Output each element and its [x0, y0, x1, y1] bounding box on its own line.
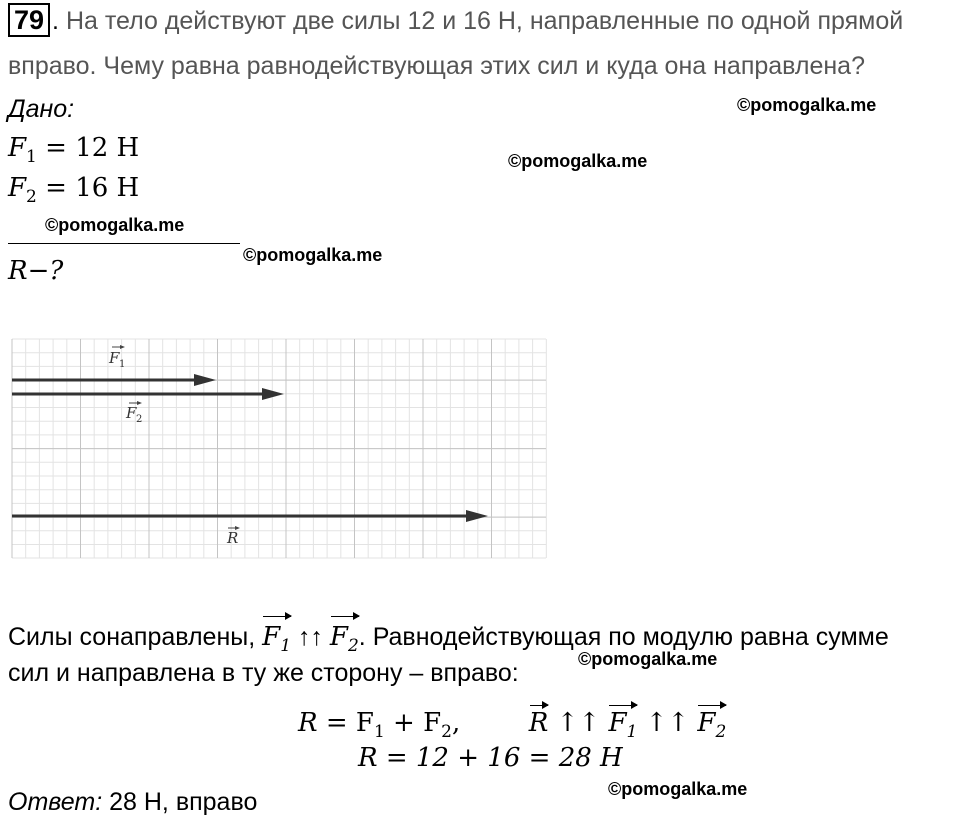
answer-label: Ответ: — [8, 788, 103, 816]
solution-line-1: Силы сонаправлены, $F_1$ ↑↑ $F_2$. Равнодействующая по модулю равна сумме — [8, 613, 889, 665]
svg-text:F: F — [109, 349, 120, 367]
formula-line-1: $R = F_1 + F_2$, R ↑↑ $F_1$ ↑↑ $F_2$ — [298, 702, 726, 742]
given-f2: $F_2 = 16$ Н — [8, 173, 140, 207]
grid-major — [12, 339, 546, 558]
vector-r-label — [226, 526, 240, 547]
problem-statement: 79 . На тело действуют две силы 12 и 16 Н, направленные по одной прямой — [8, 3, 903, 40]
watermark: ©pomogalka.me — [243, 245, 383, 265]
watermark: ©pomogalka.me — [608, 779, 748, 799]
problem-line-1: На тело действуют две силы 12 и 16 Н, направленные по одной прямой — [65, 7, 904, 35]
vector-f2: $F_2$ — [330, 613, 359, 665]
vector-f1-arrow — [12, 374, 216, 386]
vector-f2-label — [125, 401, 142, 425]
given-label: Дано: — [8, 95, 75, 123]
vector-f1-label — [108, 345, 125, 370]
vector-r: R — [529, 702, 549, 738]
formula-line-2: R = 12 + 16 = 28 Н — [358, 743, 623, 773]
svg-text:1: 1 — [119, 359, 126, 370]
svg-text:F: F — [126, 404, 137, 422]
find-quantity: R−? — [8, 256, 64, 286]
svg-text:R: R — [227, 529, 239, 547]
given-f1: $F_1 = 12$ Н — [8, 133, 140, 167]
answer — [8, 784, 257, 821]
vector-r-arrow — [12, 510, 488, 522]
watermark: ©pomogalka.me — [737, 95, 877, 115]
problem-line-2: вправо. Чему равна равнодействующая этих сил и куда она направлена? — [8, 52, 865, 80]
solution-line-2: сил и направлена в ту же сторону – вправо: — [8, 659, 519, 687]
watermark: ©pomogalka.me — [45, 215, 185, 235]
answer-value: 28 Н, вправо — [102, 788, 258, 816]
problem-number: 79 — [8, 3, 50, 37]
svg-text:2: 2 — [136, 414, 143, 425]
force-diagram — [0, 330, 560, 570]
vector-f1: $F_1$ — [262, 613, 291, 665]
given-divider — [8, 243, 240, 244]
watermark: ©pomogalka.me — [508, 151, 648, 171]
watermark: ©pomogalka.me — [578, 649, 718, 669]
vector-f2: $F_2$ — [697, 702, 726, 742]
vector-f1: $F_1$ — [608, 702, 637, 742]
